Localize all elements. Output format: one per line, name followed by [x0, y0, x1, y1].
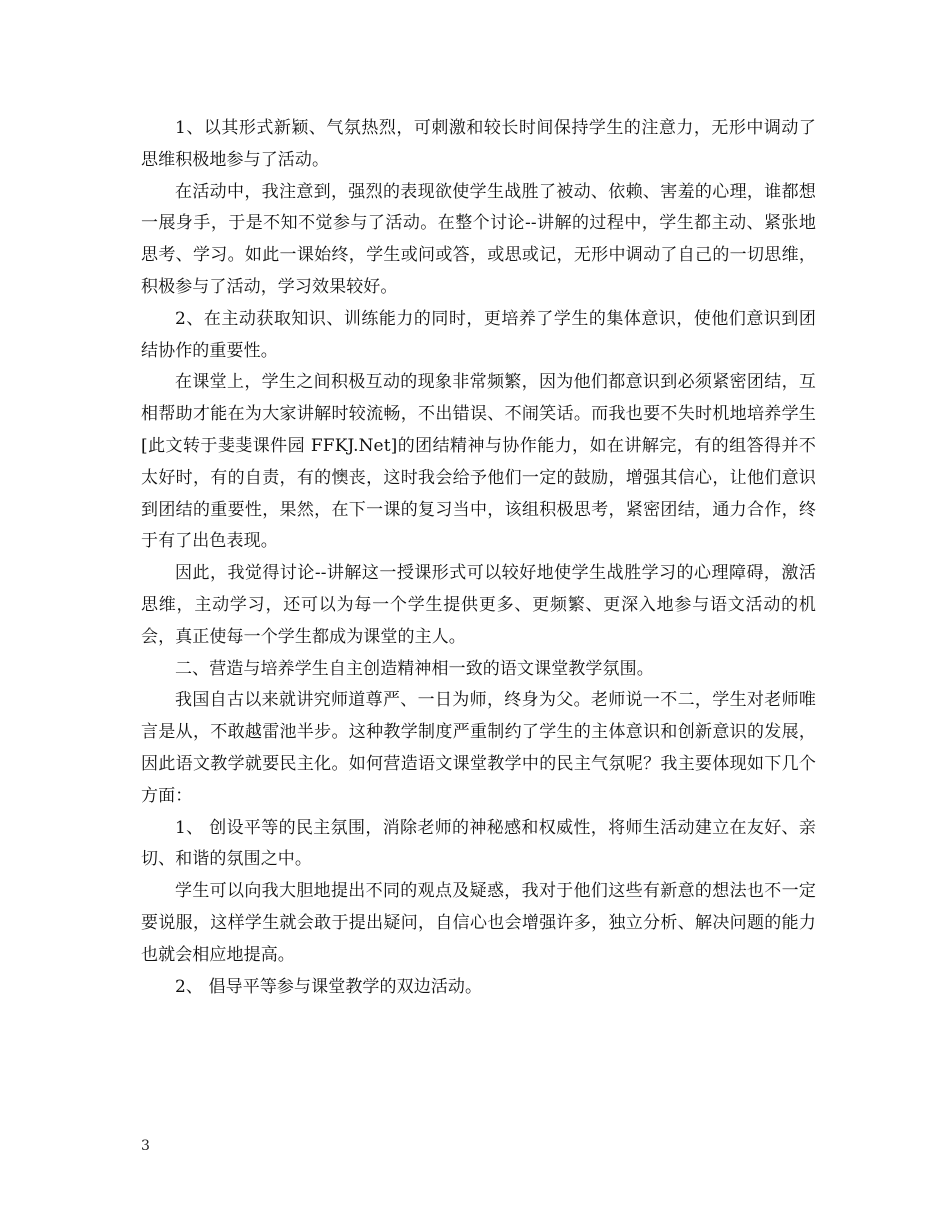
- paragraph: 1、 创设平等的民主氛围，消除老师的神秘感和权威性，将师生活动建立在友好、亲切、和谐的氛围之中。: [141, 817, 816, 870]
- paragraph: 2、在主动获取知识、训练能力的同时，更培养了学生的集体意识，使他们意识到团结协作的重要性。: [141, 308, 816, 361]
- section-heading: 二、营造与培养学生自主创造精神相一致的语文课堂教学氛围。: [175, 658, 654, 679]
- paragraph: 学生可以向我大胆地提出不同的观点及疑惑，我对于他们这些有新意的想法也不一定要说服，这样学生就会敢于提出疑问，自信心也会增强许多，独立分析、解决问题的能力也就会相应地提高。: [141, 881, 816, 965]
- paragraph: 1、以其形式新颖、气氛热烈，可刺激和较长时间保持学生的注意力，无形中调动了思维积极地参与了活动。: [141, 118, 816, 170]
- paragraph: 因此，我觉得讨论--讲解这一授课形式可以较好地使学生战胜学习的心理障碍，激活思维，主动学习，还可以为每一个学生提供更多、更频繁、更深入地参与语文活动的机会，真正使每一个学生都成为课堂的主人。: [141, 563, 816, 647]
- page-number: 3: [141, 1138, 150, 1154]
- paragraph: 在活动中，我注意到，强烈的表现欲使学生战胜了被动、依赖、害羞的心理，谁都想一展身手，于是不知不觉参与了活动。在整个讨论--讲解的过程中，学生都主动、紧张地思考、学习。如此一课始终，学生或问或答，或思或记，无形中调动了自己的一切思维，积极参与了活动，学习效果较好。: [141, 181, 816, 297]
- document-body: [141, 113, 816, 1003]
- paragraph: 我国自古以来就讲究师道尊严、一日为师，终身为父。老师说一不二，学生对老师唯言是从，不敢越雷池半步。这种教学制度严重制约了学生的主体意识和创新意识的发展，因此语文教学就要民主化。如何营造语文课堂教学中的民主气氛呢？我主要体现如下几个方面：: [141, 690, 816, 806]
- paragraph: 2、 倡导平等参与课堂教学的双边活动。: [175, 976, 483, 997]
- paragraph: 在课堂上，学生之间积极互动的现象非常频繁，因为他们都意识到必须紧密团结，互相帮助才能在为大家讲解时较流畅，不出错误、不闹笑话。而我也要不失时机地培养学生[此文转于斐斐课件园 FFKJ.Net]的团结精神与协作能力，如在讲解完，有的组答得并不太好时，有的自责，有的懊丧，这时我会给予他们一定的鼓励，增强其信心，让他们意识到团结的重要性，果然，在下一课的复习当中，该组积极思考，紧密团结，通力合作，终于有了出色表现。: [141, 372, 816, 552]
